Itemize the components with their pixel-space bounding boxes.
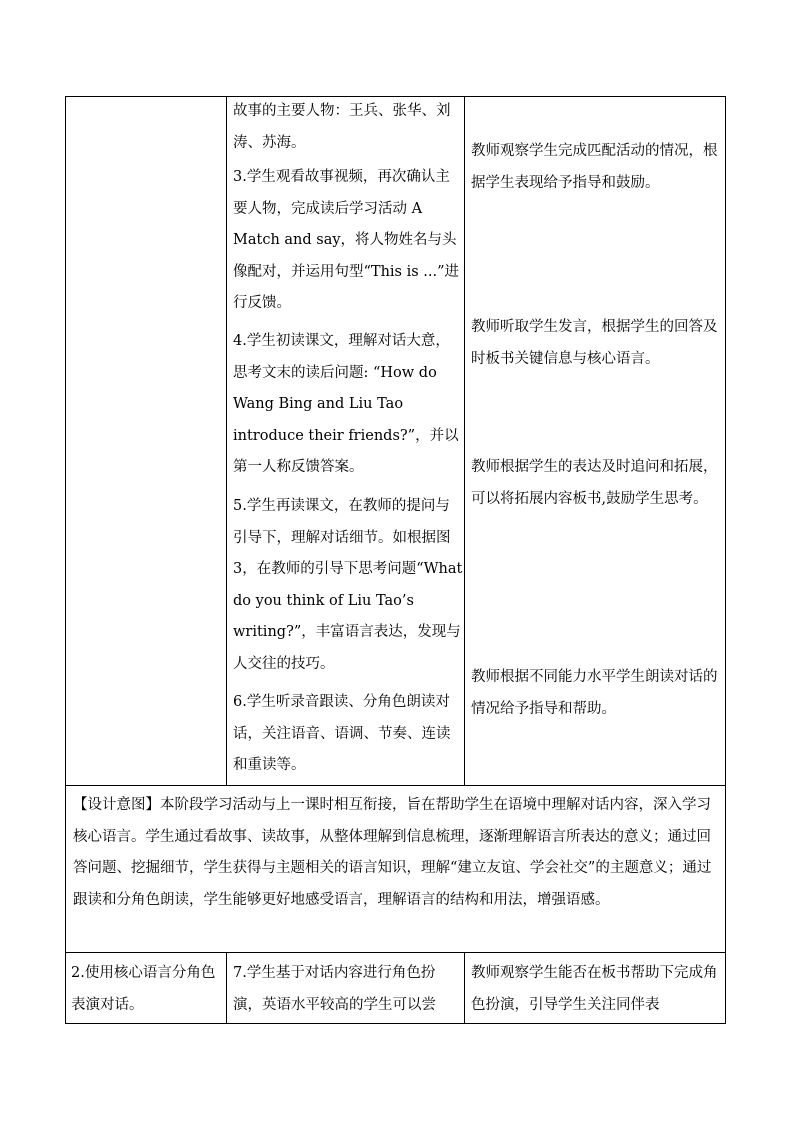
activity-item-3: 3.学生观看故事视频，再次确认主要人物，完成读后学习活动 A Match and say，将人物姓名与头像配对，并运用句型“This is ...”进行反馈。 [233, 169, 460, 311]
table-border-left [65, 96, 66, 1024]
activity-item-7: 7.学生基于对话内容进行角色扮演，英语水平较高的学生可以尝 [233, 965, 436, 1013]
row-divider-1 [65, 785, 726, 786]
evaluation-item-1: 教师观察学生完成匹配活动的情况，根据学生表现给予指导和鼓励。 [471, 143, 718, 191]
evaluation-item-2: 教师听取学生发言，根据学生的回答及时板书关键信息与核心语言。 [471, 319, 718, 367]
evaluation-item-5: 教师观察学生能否在板书帮助下完成角色扮演，引导学生关注同伴表 [471, 965, 718, 1013]
evaluation-item-4: 教师根据不同能力水平学生朗读对话的情况给予指导和帮助。 [471, 669, 718, 717]
table-border-bottom [65, 1023, 726, 1024]
row-divider-2 [65, 952, 726, 953]
activity-item-6: 6.学生听录音跟读、分角色朗读对话，关注语音、语调、节奏、连读和重读等。 [233, 694, 451, 773]
lesson-plan-table [65, 96, 726, 1024]
col-divider-1-row3 [226, 952, 227, 1024]
col-divider-2-row3 [464, 952, 465, 1024]
activity-item-4: 4.学生初读课文，理解对话大意，思考文末的读后问题: “How do Wang Bing and Liu Tao introduce their friends?”，并以第一人称反馈答案。 [233, 333, 459, 475]
col-divider-2-row1 [464, 96, 465, 786]
activity-item-1: 故事的主要人物：王兵、张华、刘涛、苏海。 [233, 103, 451, 151]
design-intent: 【设计意图】本阶段学习活动与上一课时相互衔接，旨在帮助学生在语境中理解对话内容，深入学习核心语言。学生通过看故事、读故事，从整体理解到信息梳理，逐渐理解语言所表达的意义；通过回答问题、挖掘细节，学生获得与主题相关的语言知识，理解“建立友谊、学会社交”的主题意义；通过跟读和分角色朗读，学生能够更好地感受语言，理解语言的结构和用法，增强语感。 [73, 797, 712, 908]
objective-2: 2.使用核心语言分角色表演对话。 [71, 965, 216, 1013]
activity-item-5: 5.学生再读课文，在教师的提问与引导下，理解对话细节。如根据图 3，在教师的引导下思考问题“What do you think of Liu Tao’s writing?”，丰富语言表达，发现与人交往的技巧。 [233, 498, 463, 672]
table-border-right [725, 96, 726, 1024]
col-divider-1-row1 [226, 96, 227, 786]
evaluation-item-3: 教师根据学生的表达及时追问和拓展，可以将拓展内容板书,鼓励学生思考。 [471, 459, 718, 507]
